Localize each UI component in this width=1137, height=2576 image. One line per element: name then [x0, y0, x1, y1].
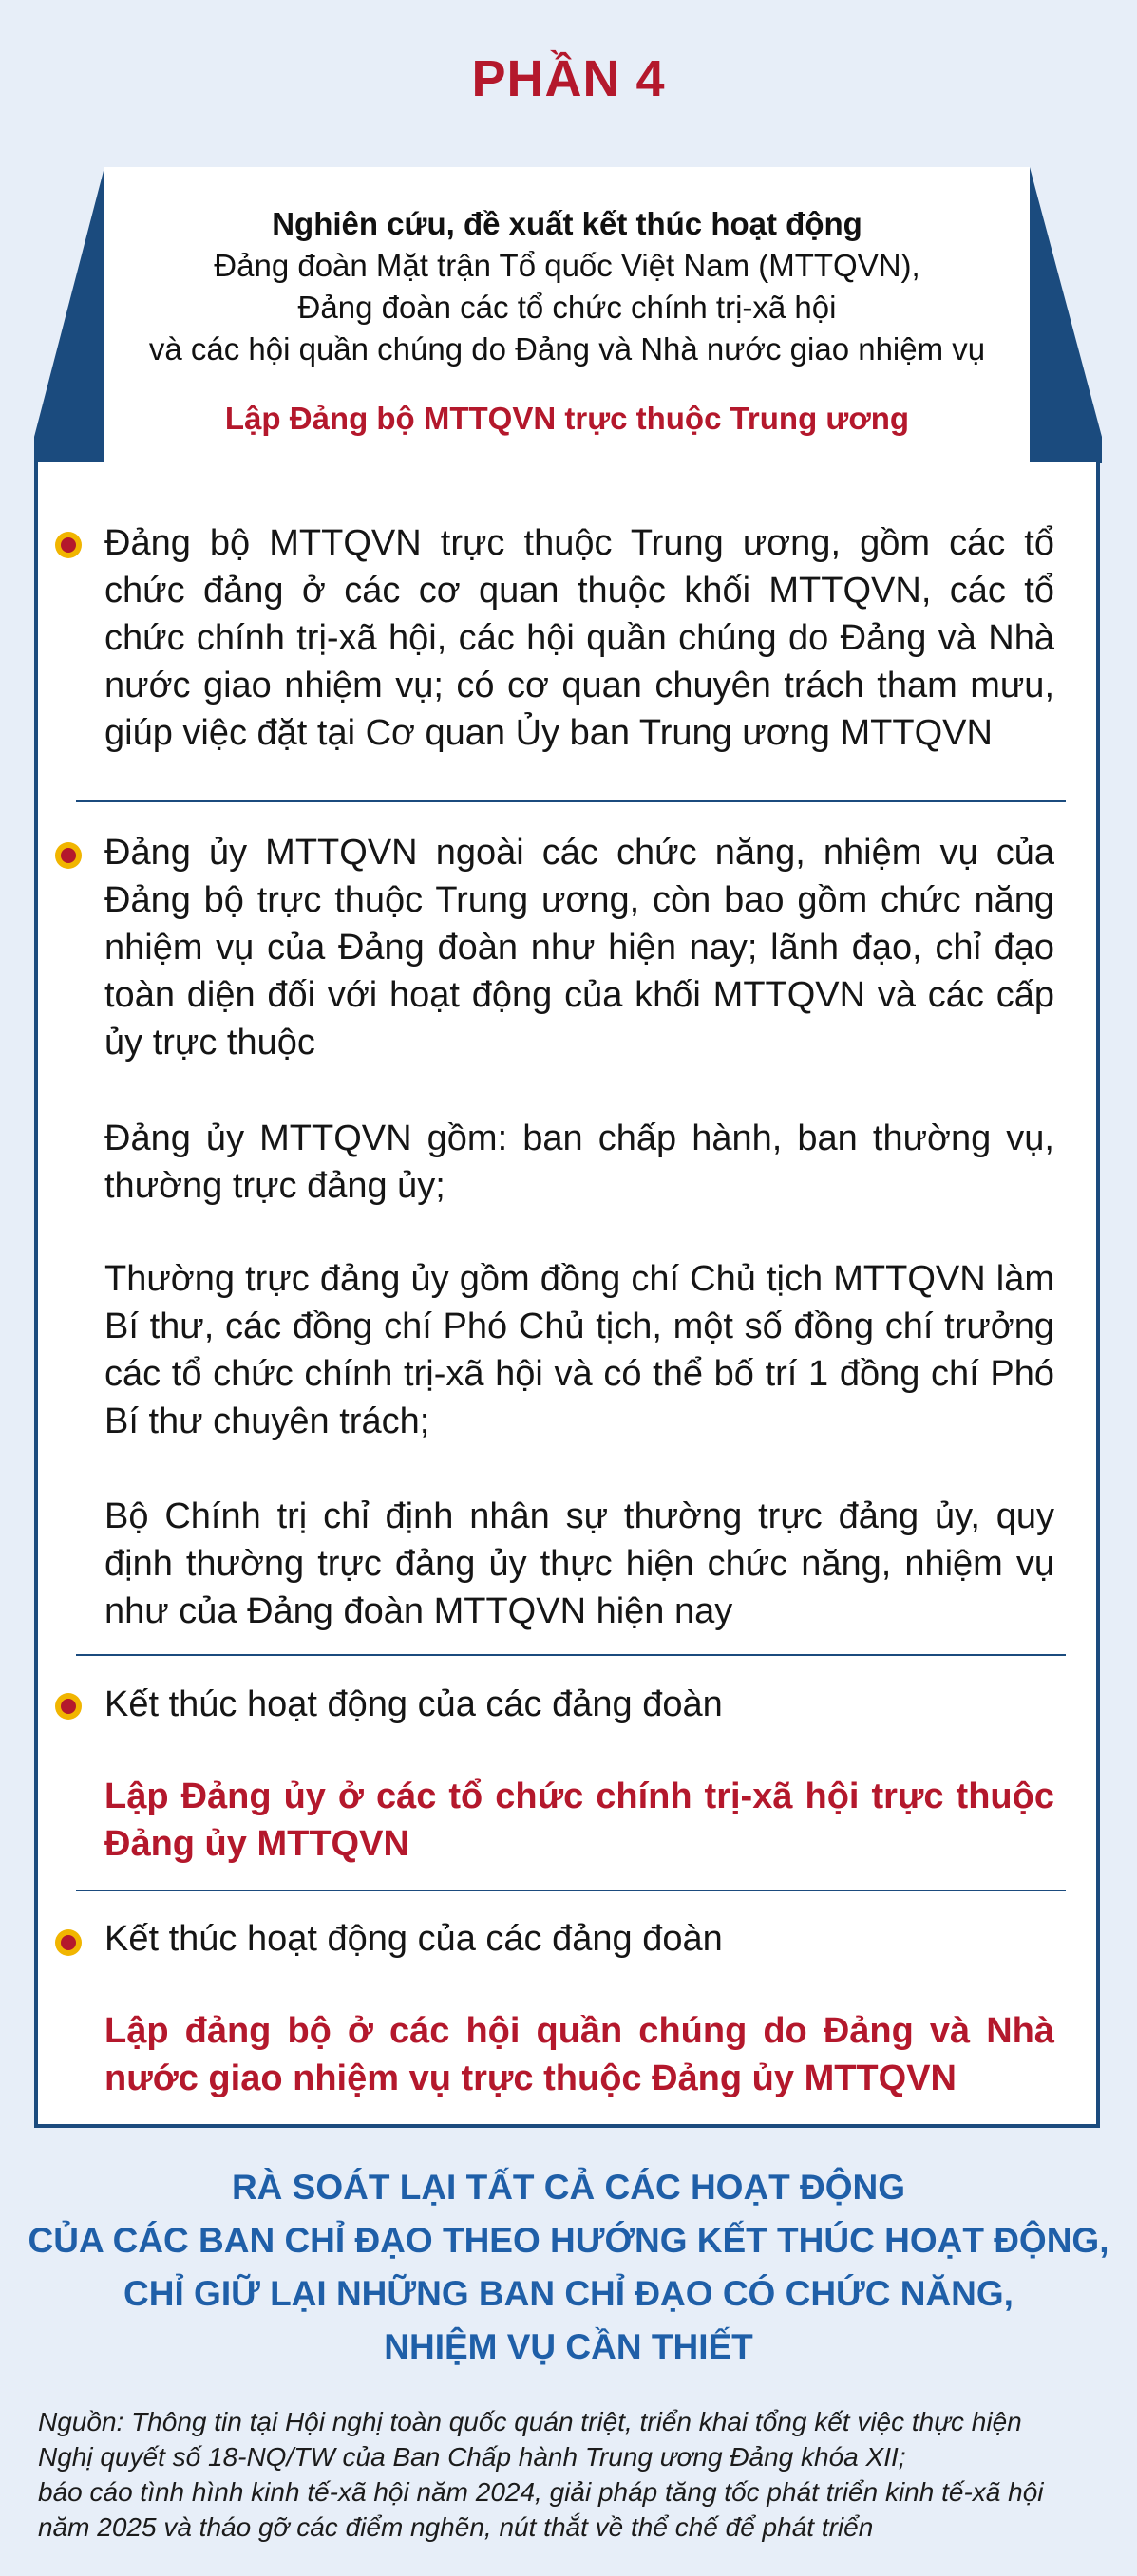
header-card — [104, 167, 1030, 467]
closing-statement — [0, 2161, 1137, 2374]
closing-line-1: RÀ SOÁT LẠI TẤT CẢ CÁC HOẠT ĐỘNG — [231, 2168, 906, 2207]
section-2-paragraph-3: Thường trực đảng ủy gồm đồng chí Chủ tịch MTTQVN làm Bí thư, các đồng chí Phó Chủ tịch, một số đồng chí trưởng các tổ chức chính trị-xã hội và có thể bố trí 1 đồng chí Phó Bí thư chuyên trách; — [104, 1259, 1054, 1441]
header-line-3: Đảng đoàn các tổ chức chính trị-xã hội — [297, 290, 837, 325]
main-content-box — [34, 462, 1100, 2128]
section-2-paragraph-2: Đảng ủy MTTQVN gồm: ban chấp hành, ban thường vụ, thường trực đảng ủy; — [104, 1119, 1054, 1206]
section-4-paragraph: Kết thúc hoạt động của các đảng đoàn — [104, 1919, 723, 1959]
section-2-paragraph-4: Bộ Chính trị chỉ định nhân sự thường trực đảng ủy, quy định thường trực đảng ủy thực hiện chức năng, nhiệm vụ như của Đảng đoàn MTTQVN hiện nay — [104, 1496, 1054, 1631]
bullet-icon — [55, 842, 82, 869]
header-lines — [104, 203, 1030, 370]
header-subtitle: Lập Đảng bộ MTTQVN trực thuộc Trung ương — [224, 401, 910, 436]
header-line-2: Đảng đoàn Mặt trận Tổ quốc Việt Nam (MTTQVN), — [214, 248, 920, 283]
section-1-paragraph: Đảng bộ MTTQVN trực thuộc Trung ương, gồm các tổ chức đảng ở các cơ quan thuộc khối MTTQVN, các tổ chức chính trị-xã hội, các hội quần chúng do Đảng và Nhà nước giao nhiệm vụ; có cơ quan chuyên trách tham mưu, giúp việc đặt tại Cơ quan Ủy ban Trung ương MTTQVN — [104, 523, 1054, 753]
bullet-icon — [55, 1929, 82, 1956]
bullet-icon — [55, 1693, 82, 1720]
closing-line-2: CỦA CÁC BAN CHỈ ĐẠO THEO HƯỚNG KẾT THÚC HOẠT ĐỘNG, — [28, 2221, 1109, 2260]
section-divider — [76, 800, 1066, 802]
section-divider — [76, 1654, 1066, 1656]
bullet-icon — [55, 532, 82, 558]
source-line-1: Nguồn: Thông tin tại Hội nghị toàn quốc quán triệt, triển khai tổng kết việc thực hiện — [38, 2407, 1022, 2436]
header-line-1: Nghiên cứu, đề xuất kết thúc hoạt động — [272, 206, 862, 241]
section-divider — [76, 1890, 1066, 1891]
source-line-2: Nghị quyết số 18-NQ/TW của Ban Chấp hành Trung ương Đảng khóa XII; — [38, 2442, 906, 2472]
closing-line-4: NHIỆM VỤ CẦN THIẾT — [384, 2327, 753, 2366]
section-3-highlight: Lập Đảng ủy ở các tổ chức chính trị-xã hội trực thuộc Đảng ủy MTTQVN — [104, 1777, 1054, 1864]
section-2-paragraph-1: Đảng ủy MTTQVN ngoài các chức năng, nhiệm vụ của Đảng bộ trực thuộc Trung ương, còn bao gồm chức năng nhiệm vụ của Đảng đoàn như hiện nay; lãnh đạo, chỉ đạo toàn diện đối với hoạt động của khối MTTQVN và các cấp ủy trực thuộc — [104, 833, 1054, 1062]
part-title: PHẦN 4 — [471, 50, 666, 107]
source-note — [38, 2404, 1116, 2545]
source-line-4: năm 2025 và tháo gỡ các điểm nghẽn, nút thắt về thể chế để phát triển — [38, 2512, 874, 2542]
source-line-3: báo cáo tình hình kinh tế-xã hội năm 2024, giải pháp tăng tốc phát triển kinh tế-xã hội — [38, 2477, 1044, 2507]
section-3-paragraph: Kết thúc hoạt động của các đảng đoàn — [104, 1684, 723, 1724]
section-4-highlight: Lập đảng bộ ở các hội quần chúng do Đảng và Nhà nước giao nhiệm vụ trực thuộc Đảng ủy MTTQVN — [104, 2011, 1054, 2098]
header-line-4: và các hội quần chúng do Đảng và Nhà nước giao nhiệm vụ — [148, 331, 986, 367]
closing-line-3: CHỈ GIỮ LẠI NHỮNG BAN CHỈ ĐẠO CÓ CHỨC NĂNG, — [123, 2274, 1014, 2313]
